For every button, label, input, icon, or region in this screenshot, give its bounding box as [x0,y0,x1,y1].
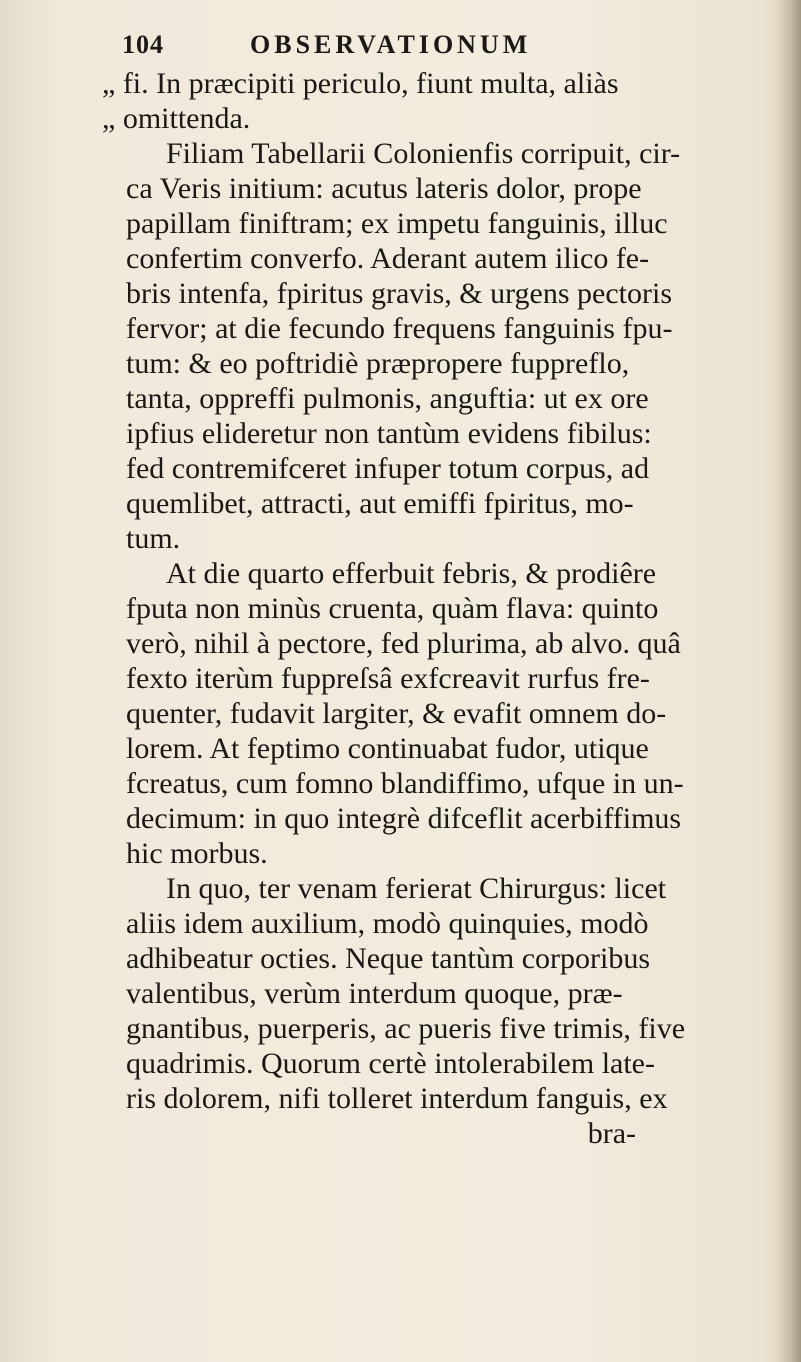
page-header [122,30,682,64]
text-line: decimum: in quo integrè difceflit acerbiffimus [126,802,682,835]
text-line: fed contremifceret infuper totum corpus, ad [126,452,650,485]
text-line: fputa non minùs cruenta, quàm flava: quinto [126,592,659,625]
text-line: ipfius elideretur non tantùm evidens fibilus: [126,417,652,450]
text-line: quemlibet, attracti, aut emiffi fpiritus, mo- [126,487,634,520]
body-text [102,66,726,1151]
text-line: tanta, oppreffi pulmonis, anguftia: ut ex ore [126,382,649,415]
text-line: adhibeatur octies. Neque tantùm corporibus [126,942,651,975]
text-line: confertim converfo. Aderant autem ilico fe- [126,242,650,275]
text-line: ca Veris initium: acutus lateris dolor, prope [126,172,642,205]
text-line: tum: & eo poftridiè præpropere fuppreflo, [126,347,630,380]
text-line: In quo, ter venam ferierat Chirurgus: licet [166,872,667,905]
text-line: „ omittenda. [102,102,251,135]
text-line: bris intenfa, fpiritus gravis, & urgens pectoris [126,277,673,310]
text-line: verò, nihil à pectore, fed plurima, ab alvo. quâ [126,627,681,660]
text-line: fervor; at die fecundo frequens fanguinis fpu- [126,312,673,345]
text-line: quenter, fudavit largiter, & evafit omnem do- [126,697,667,730]
text-line: hic morbus. [126,837,268,870]
running-head: OBSERVATIONUM [250,30,532,59]
text-line: fexto iterùm fuppreſsâ exfcreavit rurfus fre- [126,662,650,695]
text-line: tum. [126,522,181,555]
catchword: bra- [587,1117,636,1150]
text-line: ris dolorem, nifi tolleret interdum fanguis, ex [126,1082,668,1115]
text-line: valentibus, verùm interdum quoque, præ- [126,977,623,1010]
page-number: 104 [122,30,164,59]
text-line: Filiam Tabellarii Colonienfis corripuit, cir- [166,137,681,170]
text-line: gnantibus, puerperis, ac pueris five trimis, five [126,1012,686,1045]
page-edge-shadow [775,0,801,1362]
text-line: aliis idem auxilium, modò quinquies, modò [126,907,649,940]
text-line: papillam finiftram; ex impetu fanguinis, illuc [126,207,668,240]
text-line: fcreatus, cum fomno blandiffimo, ufque in un- [126,767,684,800]
text-line: lorem. At feptimo continuabat fudor, utique [126,732,649,765]
text-line: At die quarto efferbuit febris, & prodiêre [166,557,657,590]
text-line: „ fi. In præcipiti periculo, fiunt multa, aliàs [102,67,619,100]
text-line: quadrimis. Quorum certè intolerabilem late- [126,1047,655,1080]
